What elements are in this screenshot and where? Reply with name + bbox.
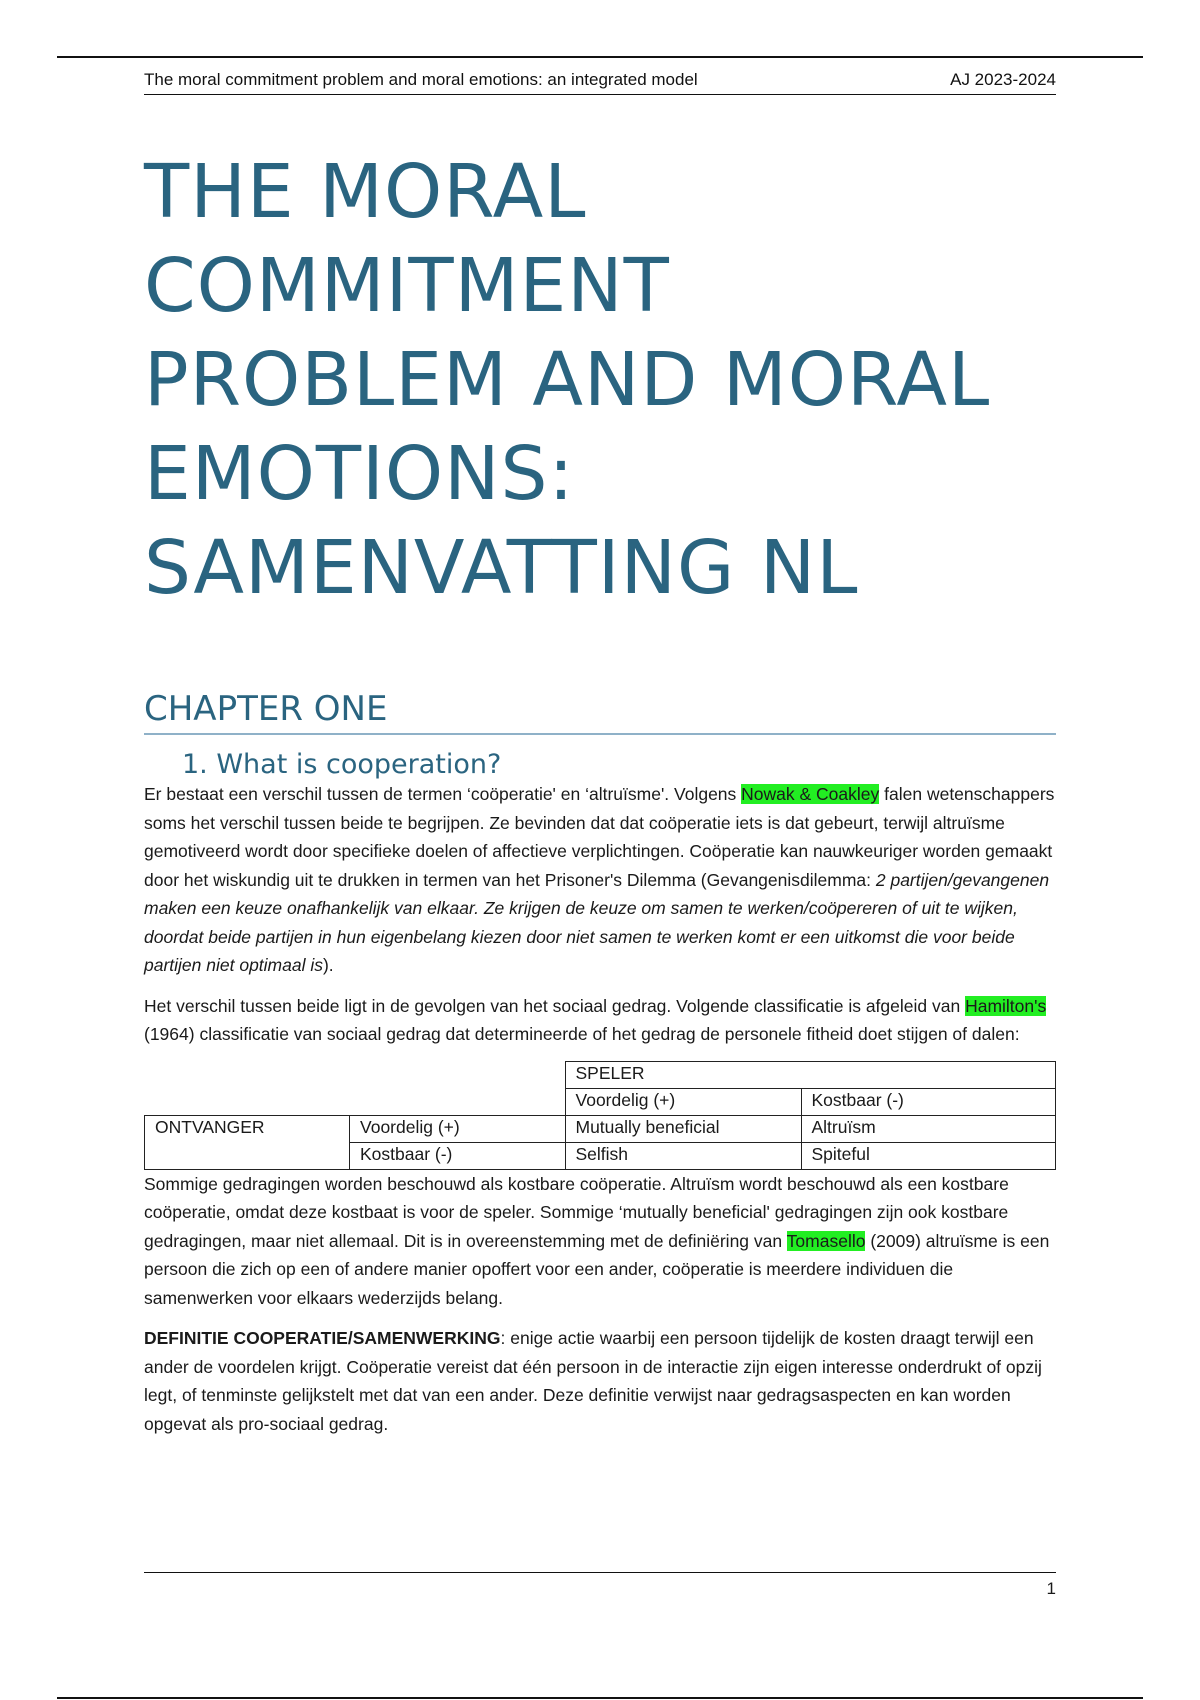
column-header-cost: Kostbaar (-) [801, 1088, 1056, 1115]
highlight-hamilton: Hamilton's [965, 995, 1047, 1016]
academic-year: AJ 2023-2024 [950, 70, 1056, 89]
document-page [144, 70, 1056, 1438]
chapter-heading: CHAPTER ONE [144, 689, 1056, 735]
highlight-nowak-coakley: Nowak & Coakley [741, 784, 880, 804]
cell-spiteful: Spiteful [801, 1142, 1056, 1169]
table-row [145, 1061, 1056, 1088]
receiver-label-cell: ONTVANGER [145, 1115, 350, 1169]
top-page-rule [57, 56, 1143, 58]
highlight-tomasello: Tomasello [786, 1230, 866, 1251]
player-header-cell: SPELER [565, 1061, 1056, 1088]
running-header [144, 70, 1056, 95]
row-header-cost: Kostbaar (-) [350, 1142, 566, 1169]
page-footer [144, 1572, 1056, 1599]
row-header-benefit: Voordelig (+) [350, 1115, 566, 1142]
cell-mutually-beneficial: Mutually beneficial [565, 1115, 801, 1142]
title-line: SAMENVATTING NL [144, 525, 859, 611]
page-number: 1 [1046, 1579, 1056, 1598]
table-row [145, 1088, 1056, 1115]
bottom-page-rule [57, 1697, 1143, 1699]
cell-altruism: Altruïsm [801, 1115, 1056, 1142]
table-row [145, 1115, 1056, 1142]
column-header-benefit: Voordelig (+) [565, 1088, 801, 1115]
title-line: COMMITMENT [144, 243, 670, 329]
title-line: EMOTIONS: [144, 431, 575, 517]
document-title [144, 145, 1056, 615]
paragraph-definition: DEFINITIE COOPERATIE/SAMENWERKING: enige actie waarbij een persoon tijdelijk de kosten draagt terwijl een ander de voordelen krijgt. Coöperatie vereist dat één persoon in de interactie zijn eigen interesse onderdrukt of opzij legt, of tenminste gelijkstelt met dat van een ander. Deze definitie verwijst naar gedragsaspecten en kan worden opgevat als pro-sociaal gedrag. [144, 1328, 1042, 1434]
paragraph-cooperation-intro: Er bestaat een verschil tussen de termen ‘coöperatie' en ‘altruïsme'. Volgens Nowak & Coakley falen wetenschappers soms het verschil tussen beide te begrijpen. Ze bevinden dat dat coöperatie iets is dat gebeurt, terwijl altruïsme gemotiveerd wordt door specifieke doelen of affectieve verplichtingen. Coöperatie kan nauwkeuriger worden gemaakt door het wiskundig uit te drukken in termen van het Prisoner's Dilemma (Gevangenisdilemma: 2 partijen/gevangenen maken een keuze onafhankelijk van elkaar. Ze krijgen de keuze om samen te werken/coöpereren of uit te wijken, doordat beide partijen in hun eigenbelang kiezen door niet samen te werken komt er een uitkomst die voor beide partijen niet optimaal is). [144, 784, 1055, 975]
title-line: PROBLEM AND MORAL [144, 337, 991, 423]
cell-selfish: Selfish [565, 1142, 801, 1169]
behavior-classification-table [144, 1061, 1056, 1170]
prisoners-dilemma-explanation: 2 partijen/gevangenen maken een keuze onafhankelijk van elkaar. Ze krijgen de keuze om samen te werken/coöpereren of uit te wijken, doordat beide partijen in hun eigenbelang kiezen door niet samen te werken komt er een uitkomst die voor beide partijen niet optimaal is [144, 869, 1050, 975]
running-title: The moral commitment problem and moral emotions: an integrated model [144, 70, 698, 89]
paragraph-costly-cooperation: Sommige gedragingen worden beschouwd als kostbare coöperatie. Altruïsm wordt beschouwd als een kostbare coöperatie, omdat deze kostbaat is voor de speler. Sommige ‘mutually beneficial' gedragingen zijn ook kostbare gedragingen, maar niet allemaal. Dit is in overeenstemming met de definiëring van Tomasello (2009) altruïsme is een persoon die zich op een of andere manier opoffert voor een ander, coöperatie is meerdere individuen die samenwerken voor elkaars wederzijds belang. [144, 1173, 1050, 1308]
title-line: THE MORAL [144, 149, 587, 235]
section-heading: 1. What is cooperation? [182, 749, 502, 780]
paragraph-hamilton: Het verschil tussen beide ligt in de gevolgen van het sociaal gedrag. Volgende classificatie is afgeleid van Hamilton's (1964) classificatie van sociaal gedrag dat determineerde of het gedrag de personele fitheid doet stijgen of dalen: [144, 995, 1047, 1044]
definition-term: DEFINITIE COOPERATIE/SAMENWERKING [144, 1328, 501, 1348]
